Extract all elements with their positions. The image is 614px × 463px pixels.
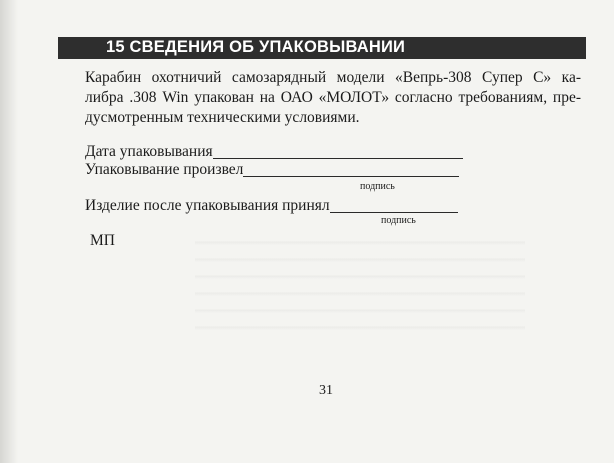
packed-by-blank xyxy=(243,161,459,177)
intro-line-2: либра .308 Win упакован на ОАО «МОЛОТ» согласно требованиям, пре- xyxy=(85,89,581,106)
packing-date-blank xyxy=(213,143,463,159)
accepted-by-field xyxy=(85,197,458,215)
accepted-by-label: Изделие после упаковывания принял xyxy=(85,197,330,214)
scan-bleed-through xyxy=(195,228,525,338)
intro-paragraph xyxy=(85,68,581,128)
packing-date-field xyxy=(85,143,463,161)
packed-by-label: Упаковывание произвел xyxy=(85,161,244,178)
accepted-by-signature-caption: подпись xyxy=(381,215,416,226)
page-number: 31 xyxy=(319,383,333,398)
section-title: 15 СВЕДЕНИЯ ОБ УПАКОВЫВАНИИ xyxy=(106,38,406,56)
stamp-place-label: МП xyxy=(90,232,115,249)
accepted-by-blank xyxy=(330,197,458,213)
intro-line-1: Карабин охотничий самозарядный модели «Вепрь-308 Супер С» ка- xyxy=(85,69,581,86)
section-header-bar xyxy=(58,37,586,59)
packed-by-signature-caption: подпись xyxy=(360,181,395,192)
intro-line-3: дусмотренным техническими условиями. xyxy=(85,109,360,126)
packed-by-field xyxy=(85,161,459,179)
packing-date-label: Дата упаковывания xyxy=(85,143,213,160)
scan-edge-shadow xyxy=(0,0,18,463)
